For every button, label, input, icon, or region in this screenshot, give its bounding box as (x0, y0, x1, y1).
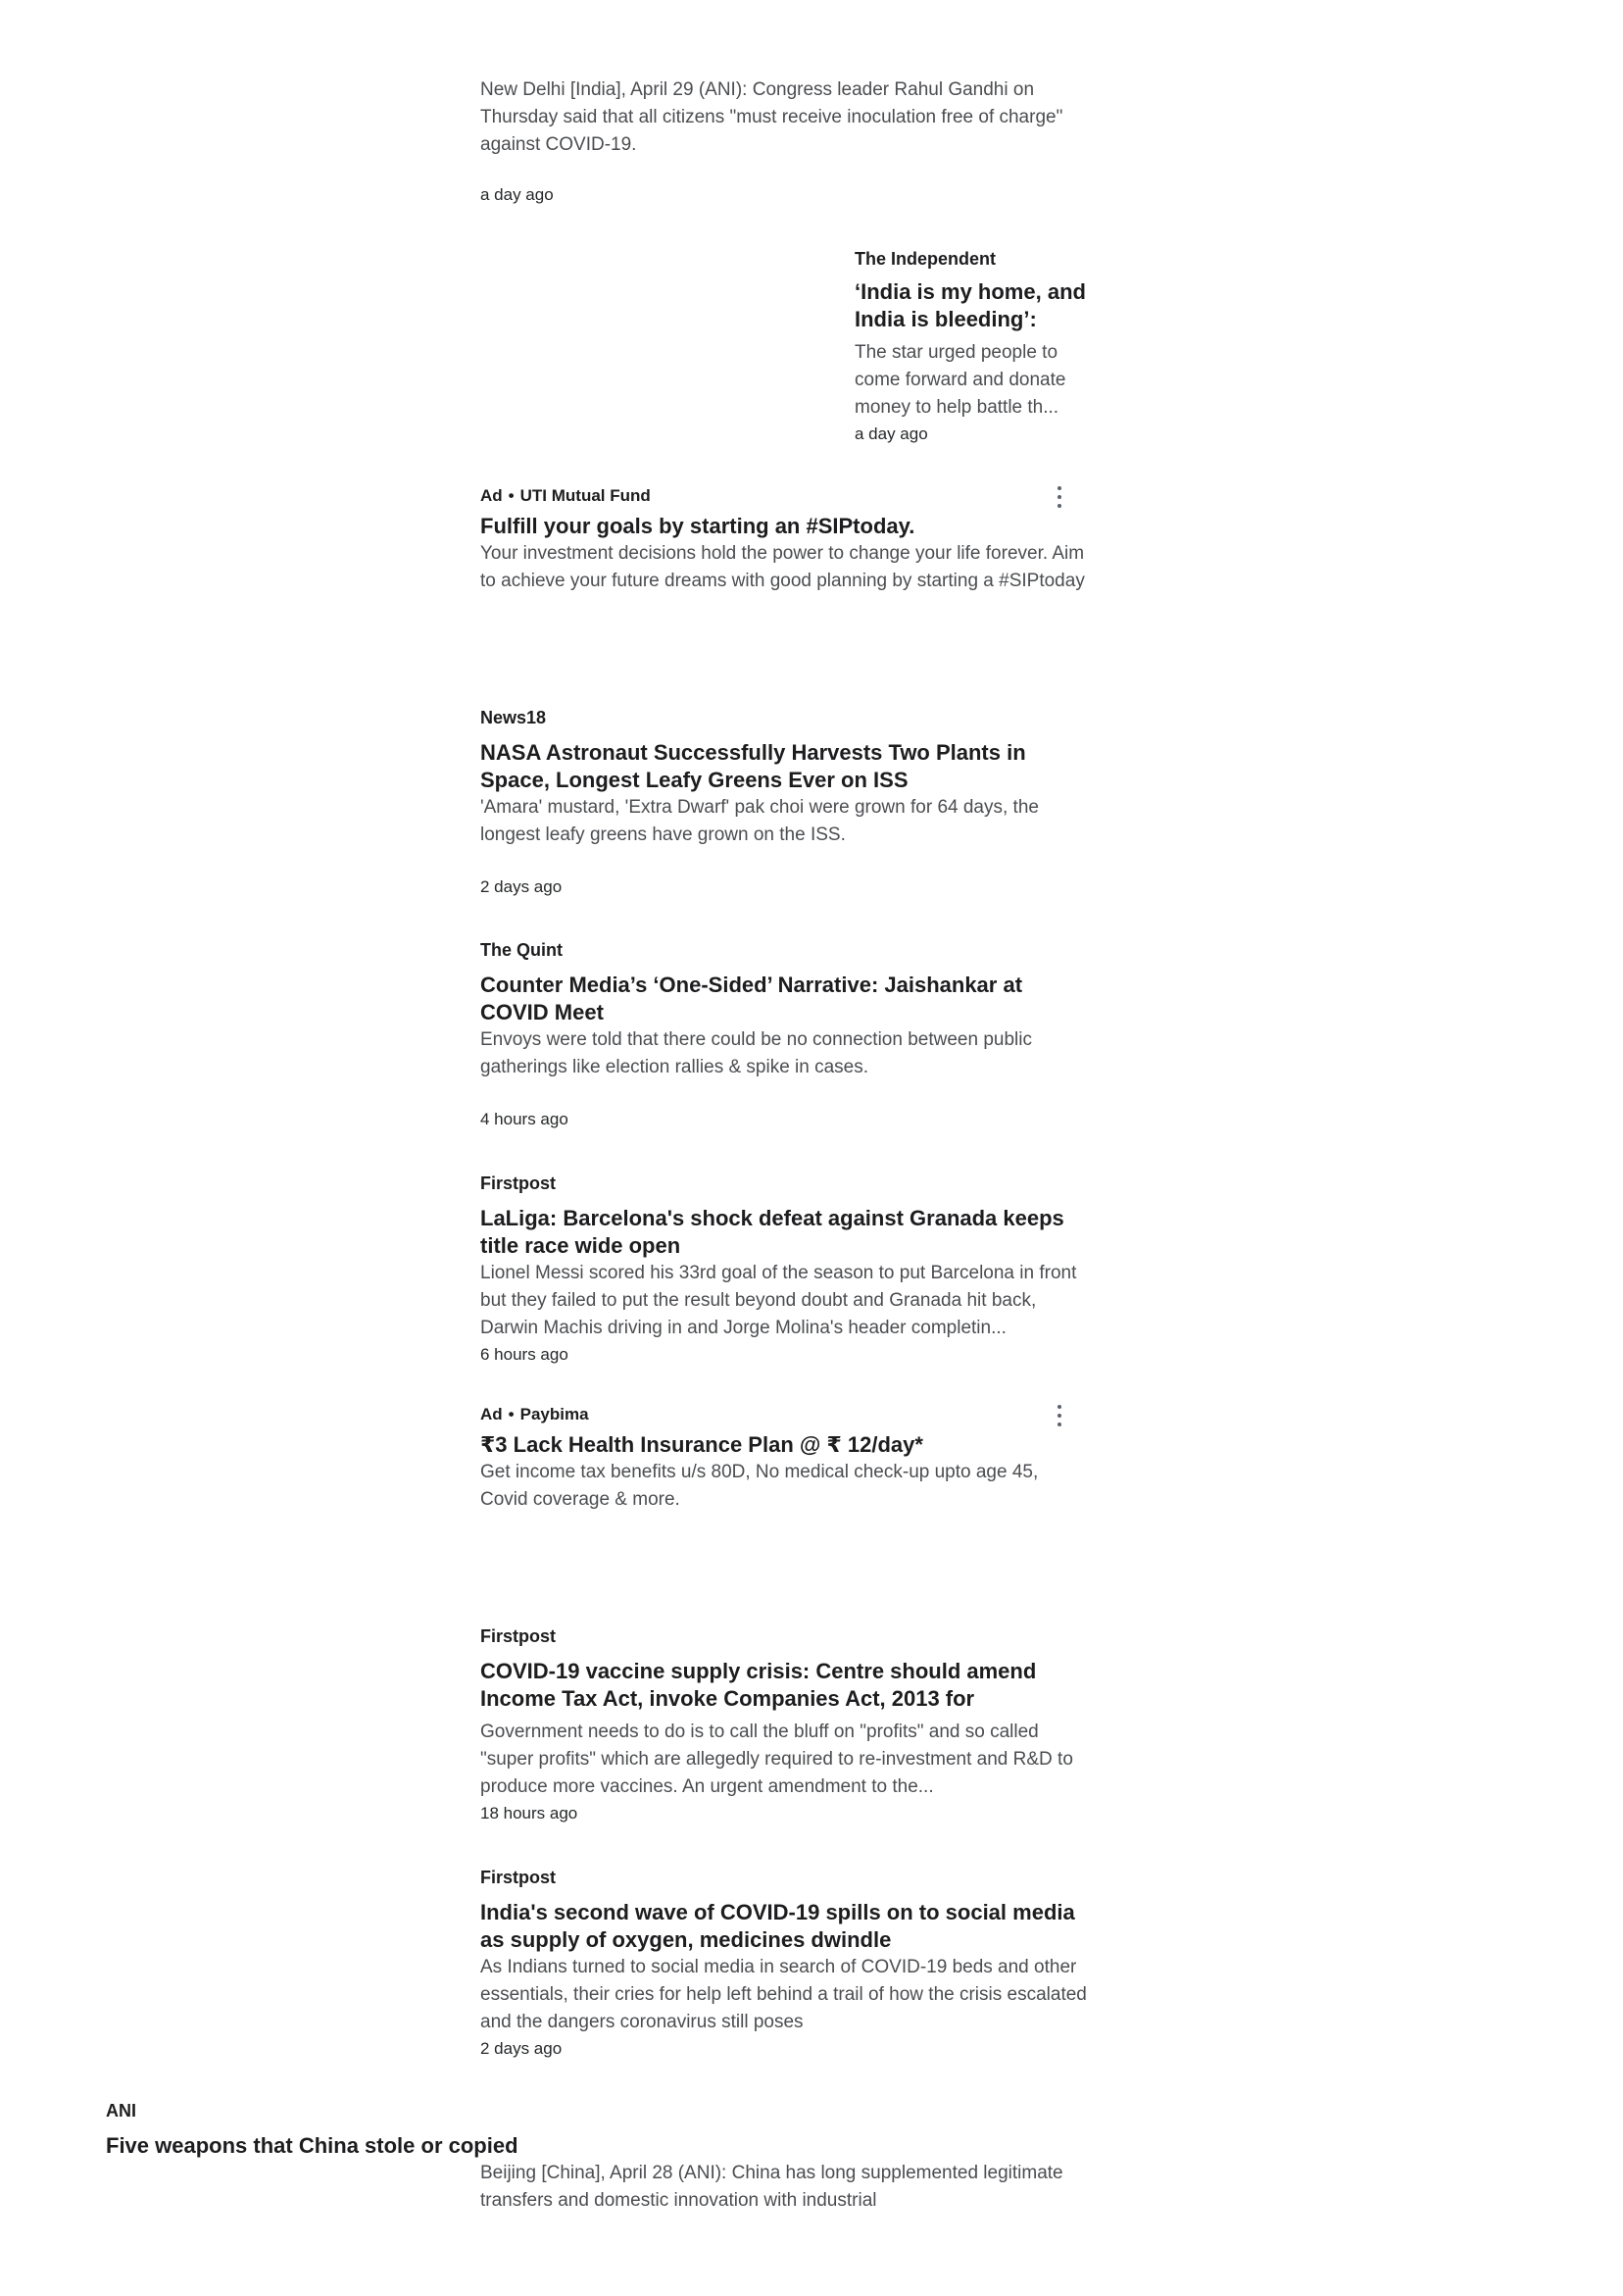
ad-title[interactable]: ₹3 Lack Health Insurance Plan @ ₹ 12/day* (480, 1432, 923, 1457)
article-source: The Quint (480, 940, 563, 960)
article-summary: New Delhi [India], April 29 (ANI): Congress leader Rahul Gandhi on Thursday said that all citizens "must receive inoculation free of charge" against COVID-19. (480, 79, 1063, 155)
article-timestamp: a day ago (855, 424, 928, 443)
ad-separator: • (508, 486, 515, 505)
article-timestamp: 2 days ago (480, 2039, 563, 2058)
ad-title[interactable]: Fulfill your goals by starting an #SIPtoday. (480, 514, 915, 538)
news-item-laliga[interactable] (480, 1172, 1088, 1366)
news-item-china-weapons[interactable] (106, 2099, 1096, 2215)
article-summary: As Indians turned to social media in search of COVID-19 beds and other essentials, their cries for help left behind a trail of how the crisis escalated and the dangers coronavirus still poses (480, 1957, 1087, 2032)
article-title[interactable]: COVID-19 vaccine supply crisis: Centre should amend Income Tax Act, invoke Companies Act, 2013 for (480, 1659, 1037, 1711)
article-timestamp: 4 hours ago (480, 1110, 568, 1128)
ad-summary: Your investment decisions hold the power to change your life forever. Aim to achieve your future dreams with good planning by starting a #SIPtoday (480, 543, 1085, 591)
article-timestamp: 6 hours ago (480, 1345, 568, 1364)
ad-menu-icon[interactable] (1052, 1403, 1067, 1428)
article-summary: Envoys were told that there could be no connection between public gatherings like election rallies & spike in cases. (480, 1029, 1032, 1077)
article-source: News18 (480, 708, 547, 727)
article-summary: Lionel Messi scored his 33rd goal of the season to put Barcelona in front but they failed to put the result beyond doubt and Granada hit back, Darwin Machis driving in and Jorge Molina's header completin... (480, 1263, 1077, 1338)
article-source: ANI (106, 2101, 136, 2121)
article-source: Firstpost (480, 1626, 557, 1646)
article-title[interactable]: Counter Media’s ‘One-Sided’ Narrative: Jaishankar at COVID Meet (480, 973, 1023, 1024)
article-source: Firstpost (480, 1173, 557, 1193)
article-summary: Government needs to do is to call the bluff on "profits" and so called "super profits" which are allegedly required to re-investment and R&D to produce more vaccines. An urgent amendment to the... (480, 1722, 1073, 1797)
ad-label (480, 485, 1088, 507)
article-summary: 'Amara' mustard, 'Extra Dwarf' pak choi were grown for 64 days, the longest leafy greens have grown on the ISS. (480, 797, 1039, 845)
article-timestamp: a day ago (480, 185, 554, 204)
article-title[interactable]: ‘India is my home, and India is bleeding’: (855, 279, 1086, 331)
ad-tag: Ad (480, 1405, 503, 1423)
ad-tag: Ad (480, 486, 503, 505)
article-source: Firstpost (480, 1868, 557, 1887)
article-summary: The star urged people to come forward and donate money to help battle th... (855, 342, 1066, 418)
ad-menu-icon[interactable] (1052, 484, 1067, 510)
ad-item-paybima[interactable] (480, 1404, 1088, 1514)
article-summary: Beijing [China], April 28 (ANI): China has long supplemented legitimate transfers and domestic innovation with industrial (480, 2163, 1063, 2211)
article-title[interactable]: NASA Astronaut Successfully Harvests Two Plants in Space, Longest Leafy Greens Ever on ISS (480, 740, 1026, 792)
news-item-inoculation[interactable] (480, 76, 1088, 206)
news-item-quint[interactable] (480, 938, 1088, 1130)
ad-separator: • (508, 1405, 515, 1423)
article-title[interactable]: India's second wave of COVID-19 spills on to social media as supply of oxygen, medicines dwindle (480, 1900, 1075, 1952)
ad-item-uti[interactable] (480, 485, 1088, 595)
ad-summary: Get income tax benefits u/s 80D, No medical check-up upto age 45, Covid coverage & more. (480, 1462, 1039, 1510)
news-item-nasa[interactable] (480, 706, 1088, 898)
article-title[interactable]: LaLiga: Barcelona's shock defeat against Granada keeps title race wide open (480, 1206, 1064, 1258)
article-title[interactable]: Five weapons that China stole or copied (106, 2133, 518, 2158)
ad-advertiser: UTI Mutual Fund (519, 486, 651, 505)
ad-advertiser: Paybima (519, 1405, 589, 1423)
news-item-second-wave[interactable] (480, 1866, 1088, 2060)
article-timestamp: 2 days ago (480, 877, 563, 896)
ad-label (480, 1404, 1088, 1425)
news-item-independent[interactable] (855, 247, 1090, 445)
news-item-vaccine-supply[interactable] (480, 1624, 1088, 1824)
article-source: The Independent (855, 249, 996, 269)
article-timestamp: 18 hours ago (480, 1804, 578, 1822)
